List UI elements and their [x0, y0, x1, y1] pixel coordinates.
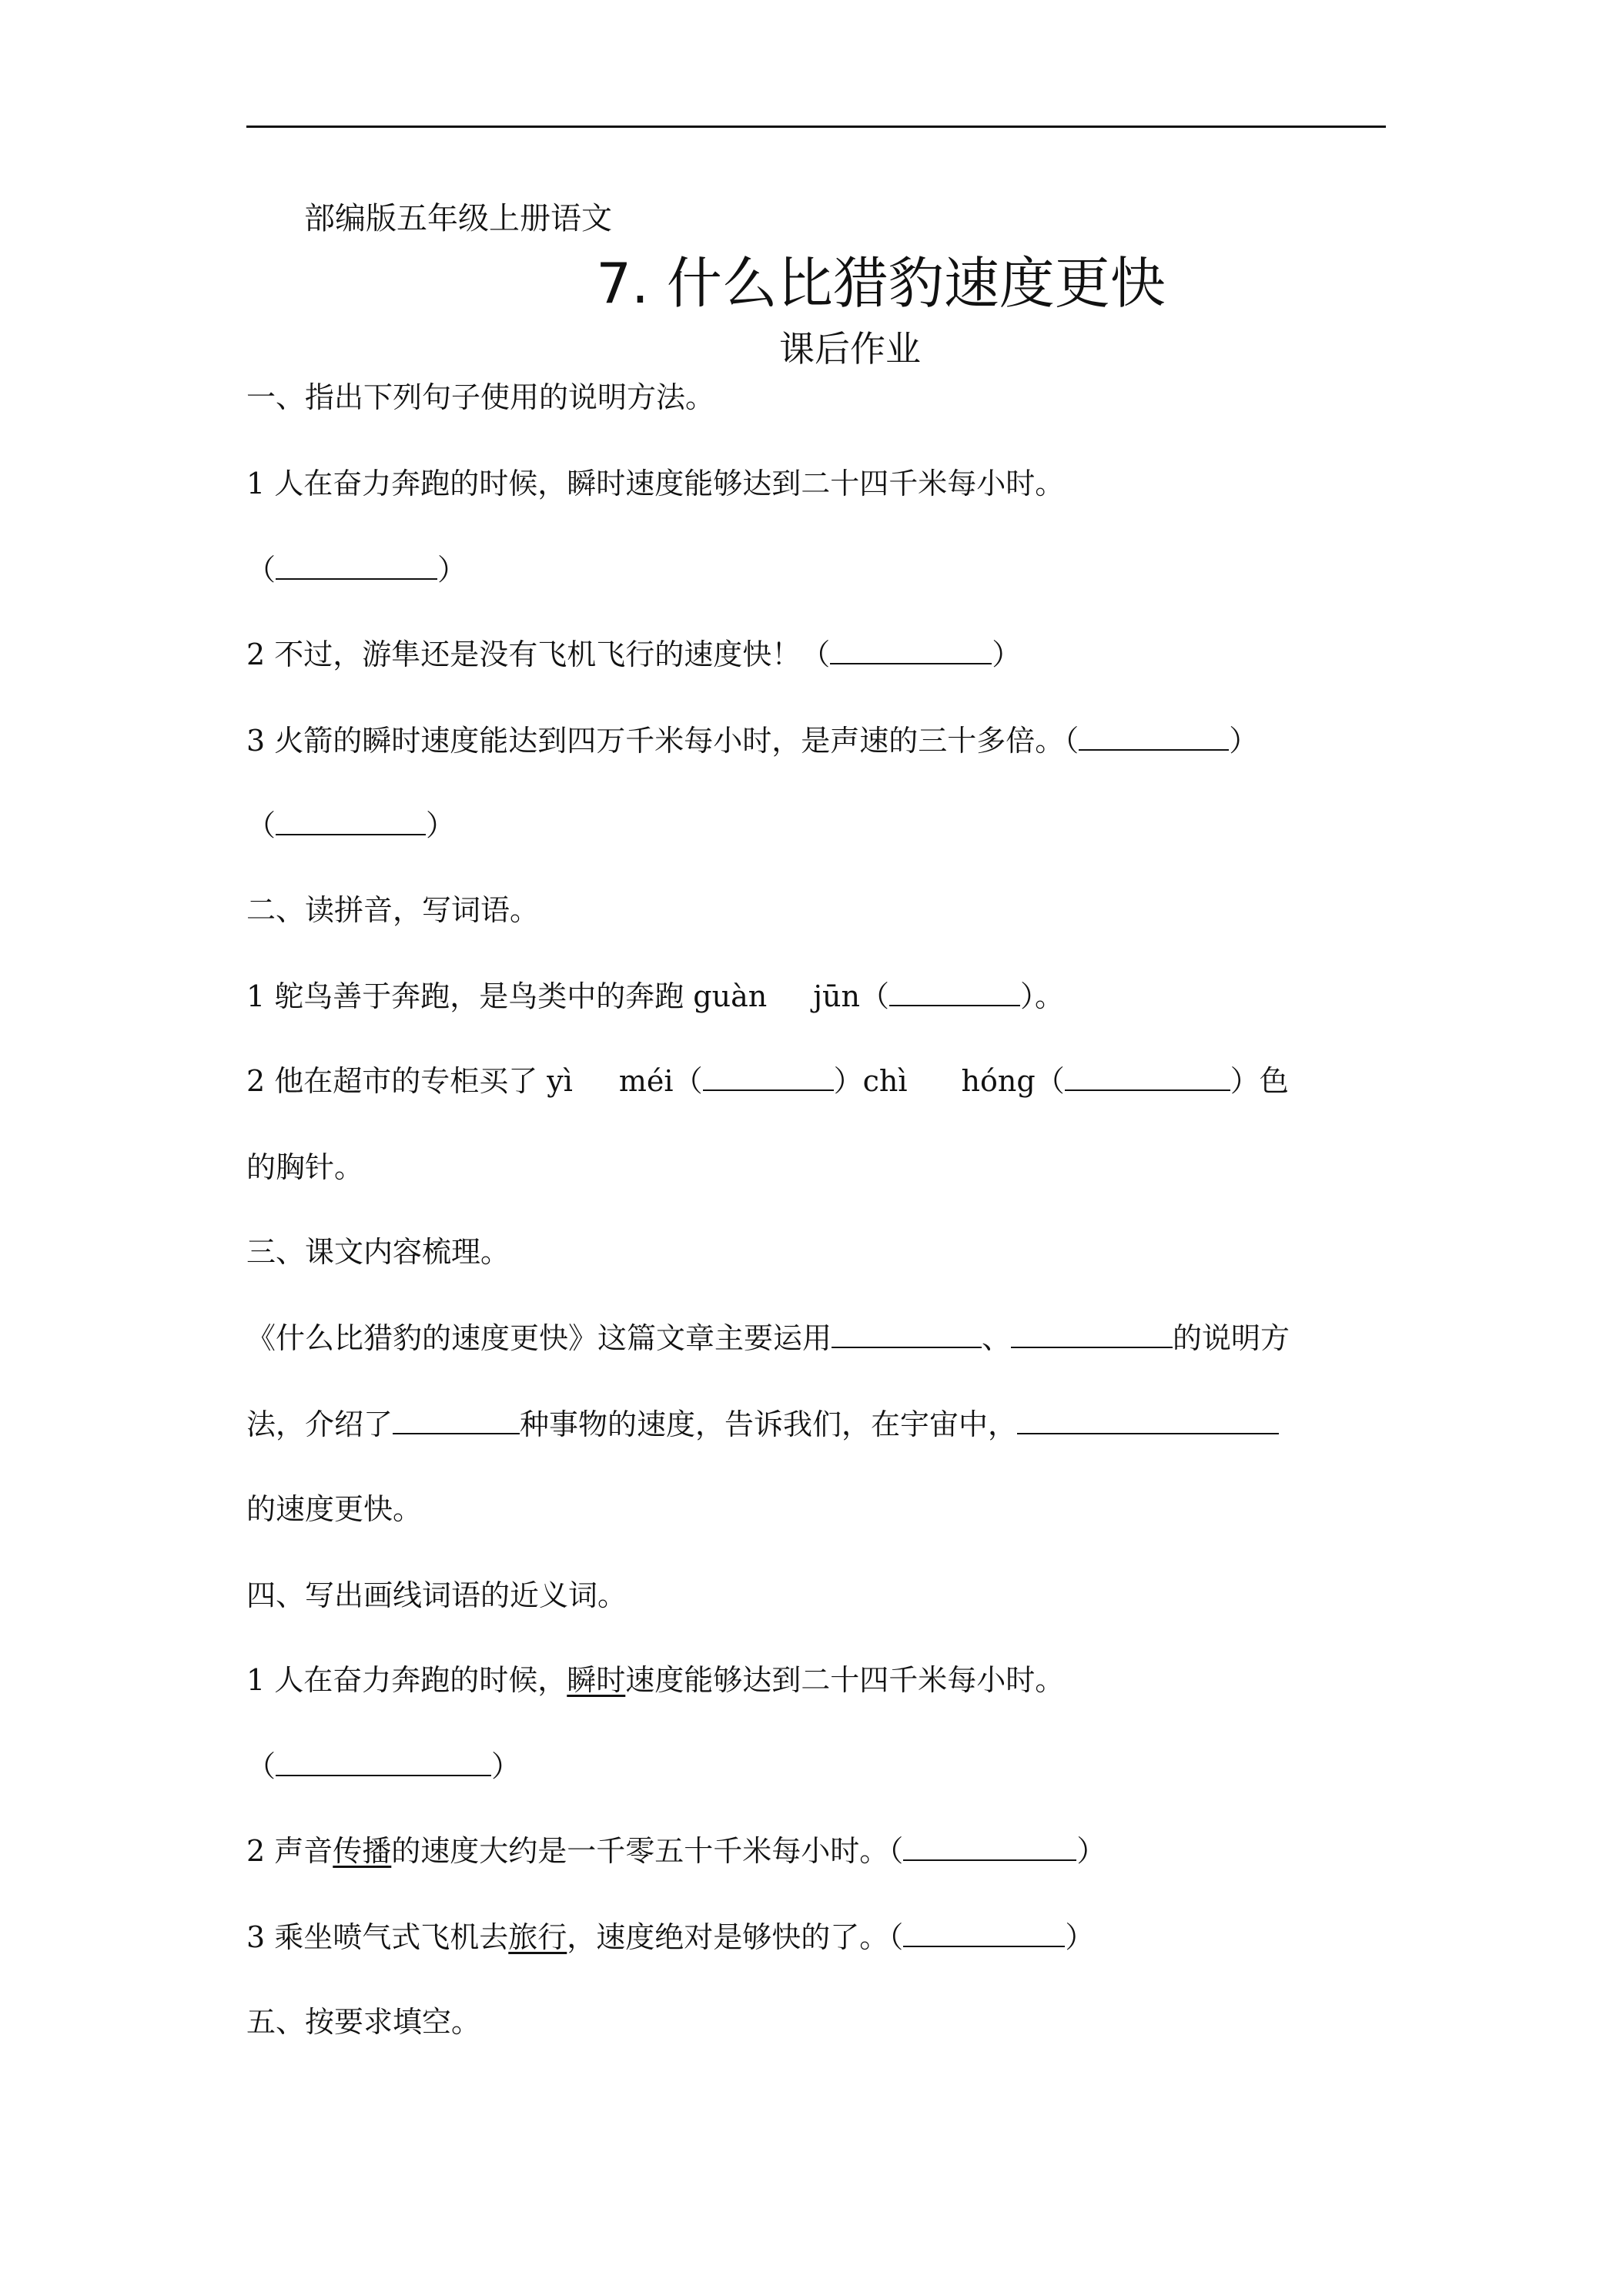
- page-title: 7. 什么比猎豹速度更快: [596, 251, 1166, 316]
- s3-blank-method-2[interactable]: [1011, 1319, 1173, 1348]
- s1-question-3: [246, 719, 1258, 762]
- close-paren: ）: [1076, 1834, 1106, 1868]
- pinyin-hong: hóng: [961, 1064, 1036, 1098]
- s3-blank-method-1[interactable]: [832, 1319, 982, 1348]
- close-paren: ）: [833, 1064, 863, 1098]
- page-subtitle: 课后作业: [779, 328, 921, 370]
- s2-q2-continuation: 的胸针。: [246, 1150, 364, 1184]
- pinyin-guan: guàn: [693, 979, 768, 1013]
- s1-question-2: [246, 633, 1021, 676]
- s3-paragraph-line-1: [246, 1317, 1290, 1360]
- s4-q3-pre: 3 乘坐喷气式飞机去: [246, 1920, 509, 1954]
- open-paren: （: [1035, 1064, 1065, 1098]
- s3-p1-a: 《什么比猎豹的速度更快》这篇文章主要运用: [246, 1321, 832, 1355]
- subject-label: 部编版五年级上册语文: [304, 201, 612, 236]
- section-3-heading: 三、课文内容梳理。: [246, 1235, 510, 1269]
- pinyin-mei: méi: [618, 1064, 674, 1098]
- s4-question-2: [246, 1829, 1106, 1873]
- s3-p2-b: 种事物的速度，告诉我们，在宇宙中，: [520, 1407, 1018, 1441]
- s3-blank-count[interactable]: [393, 1405, 520, 1434]
- close-paren: ）: [1065, 1920, 1095, 1954]
- s4-q1-post: 速度能够达到二十四千米每小时。: [625, 1663, 1065, 1697]
- open-paren: （: [801, 638, 831, 671]
- s4-q3-blank[interactable]: [903, 1918, 1065, 1947]
- s4-q2-post: 的速度大约是一千零五十千米每小时。: [391, 1834, 889, 1868]
- s4-q3-post: ，速度绝对是够快的了。: [567, 1920, 889, 1954]
- s3-paragraph-line-2: [246, 1403, 1279, 1446]
- s3-paragraph-line-3: 的速度更快。: [246, 1492, 423, 1526]
- s4-q2-pre: 2 声音: [246, 1834, 333, 1868]
- close-paren: ）: [1230, 1064, 1260, 1098]
- s2-q2-blank-2[interactable]: [1065, 1062, 1230, 1091]
- s4-q3-underlined-word: 旅行: [508, 1920, 567, 1954]
- s1-q3-text: 3 火箭的瞬时速度能达到四万千米每小时，是声速的三十多倍。: [246, 724, 1065, 758]
- s2-q2-tail: 色: [1259, 1064, 1289, 1098]
- s4-question-1: [246, 1658, 1064, 1702]
- period: 。: [1034, 979, 1064, 1013]
- section-5-heading: 五、按要求填空。: [246, 2005, 481, 2039]
- s1-q1-blank[interactable]: [276, 551, 437, 580]
- s1-q3-answer-2: [246, 804, 455, 847]
- s4-q2-blank[interactable]: [903, 1832, 1076, 1861]
- s3-p1-b: 的说明方: [1173, 1321, 1290, 1355]
- s3-blank-fastest[interactable]: [1017, 1405, 1279, 1434]
- s4-q1-blank[interactable]: [276, 1747, 491, 1776]
- s2-q2-text: 2 他在超市的专柜买了: [246, 1064, 538, 1098]
- s4-q1-answer: [246, 1745, 520, 1788]
- section-2-heading: 二、读拼音，写词语。: [246, 893, 540, 927]
- s1-q1-answer: [246, 548, 467, 591]
- section-4-heading: 四、写出画线词语的近义词。: [246, 1578, 627, 1612]
- s1-question-1: 1 人在奋力奔跑的时候，瞬时速度能够达到二十四千米每小时。: [246, 467, 1065, 500]
- open-paren: （: [246, 1749, 276, 1783]
- s4-q1-pre: 1 人在奋力奔跑的时候，: [246, 1663, 567, 1697]
- open-paren: （: [246, 553, 276, 587]
- pinyin-yi: yì: [547, 1064, 573, 1098]
- header-rule: [246, 126, 1386, 128]
- open-paren: （: [1064, 724, 1079, 758]
- s3-p1-sep: 、: [982, 1321, 1012, 1355]
- s1-q2-blank[interactable]: [830, 635, 992, 664]
- open-paren: （: [888, 1834, 904, 1868]
- close-paren: ）: [992, 638, 1022, 671]
- s2-question-1: [246, 975, 1064, 1018]
- s2-q1-text: 1 鸵鸟善于奔跑，是鸟类中的奔跑: [246, 979, 684, 1013]
- s4-q1-underlined-word: 瞬时: [567, 1663, 626, 1697]
- s1-q3-blank-2[interactable]: [276, 806, 426, 835]
- close-paren: ）: [491, 1749, 521, 1783]
- s4-question-3: [246, 1916, 1094, 1959]
- open-paren: （: [888, 1920, 904, 1954]
- s1-q2-text: 2 不过，游隼还是没有飞机飞行的速度快！: [246, 638, 801, 671]
- s3-p2-a: 法，介绍了: [246, 1407, 393, 1441]
- close-paren: ）: [1229, 724, 1259, 758]
- close-paren: ）: [1019, 979, 1035, 1013]
- s2-q2-blank-1[interactable]: [703, 1062, 834, 1091]
- pinyin-jun: jūn: [813, 979, 860, 1013]
- s2-q1-blank[interactable]: [889, 977, 1020, 1006]
- close-paren: ）: [426, 808, 456, 842]
- s4-q2-underlined-word: 传播: [333, 1834, 392, 1868]
- open-paren: （: [673, 1064, 703, 1098]
- section-1-heading: 一、指出下列句子使用的说明方法。: [246, 380, 715, 414]
- s2-question-2: [246, 1059, 1289, 1103]
- open-paren: （: [859, 979, 889, 1013]
- open-paren: （: [246, 808, 276, 842]
- close-paren: ）: [437, 553, 467, 587]
- s1-q3-blank-1[interactable]: [1079, 721, 1229, 751]
- pinyin-chi: chì: [862, 1064, 908, 1098]
